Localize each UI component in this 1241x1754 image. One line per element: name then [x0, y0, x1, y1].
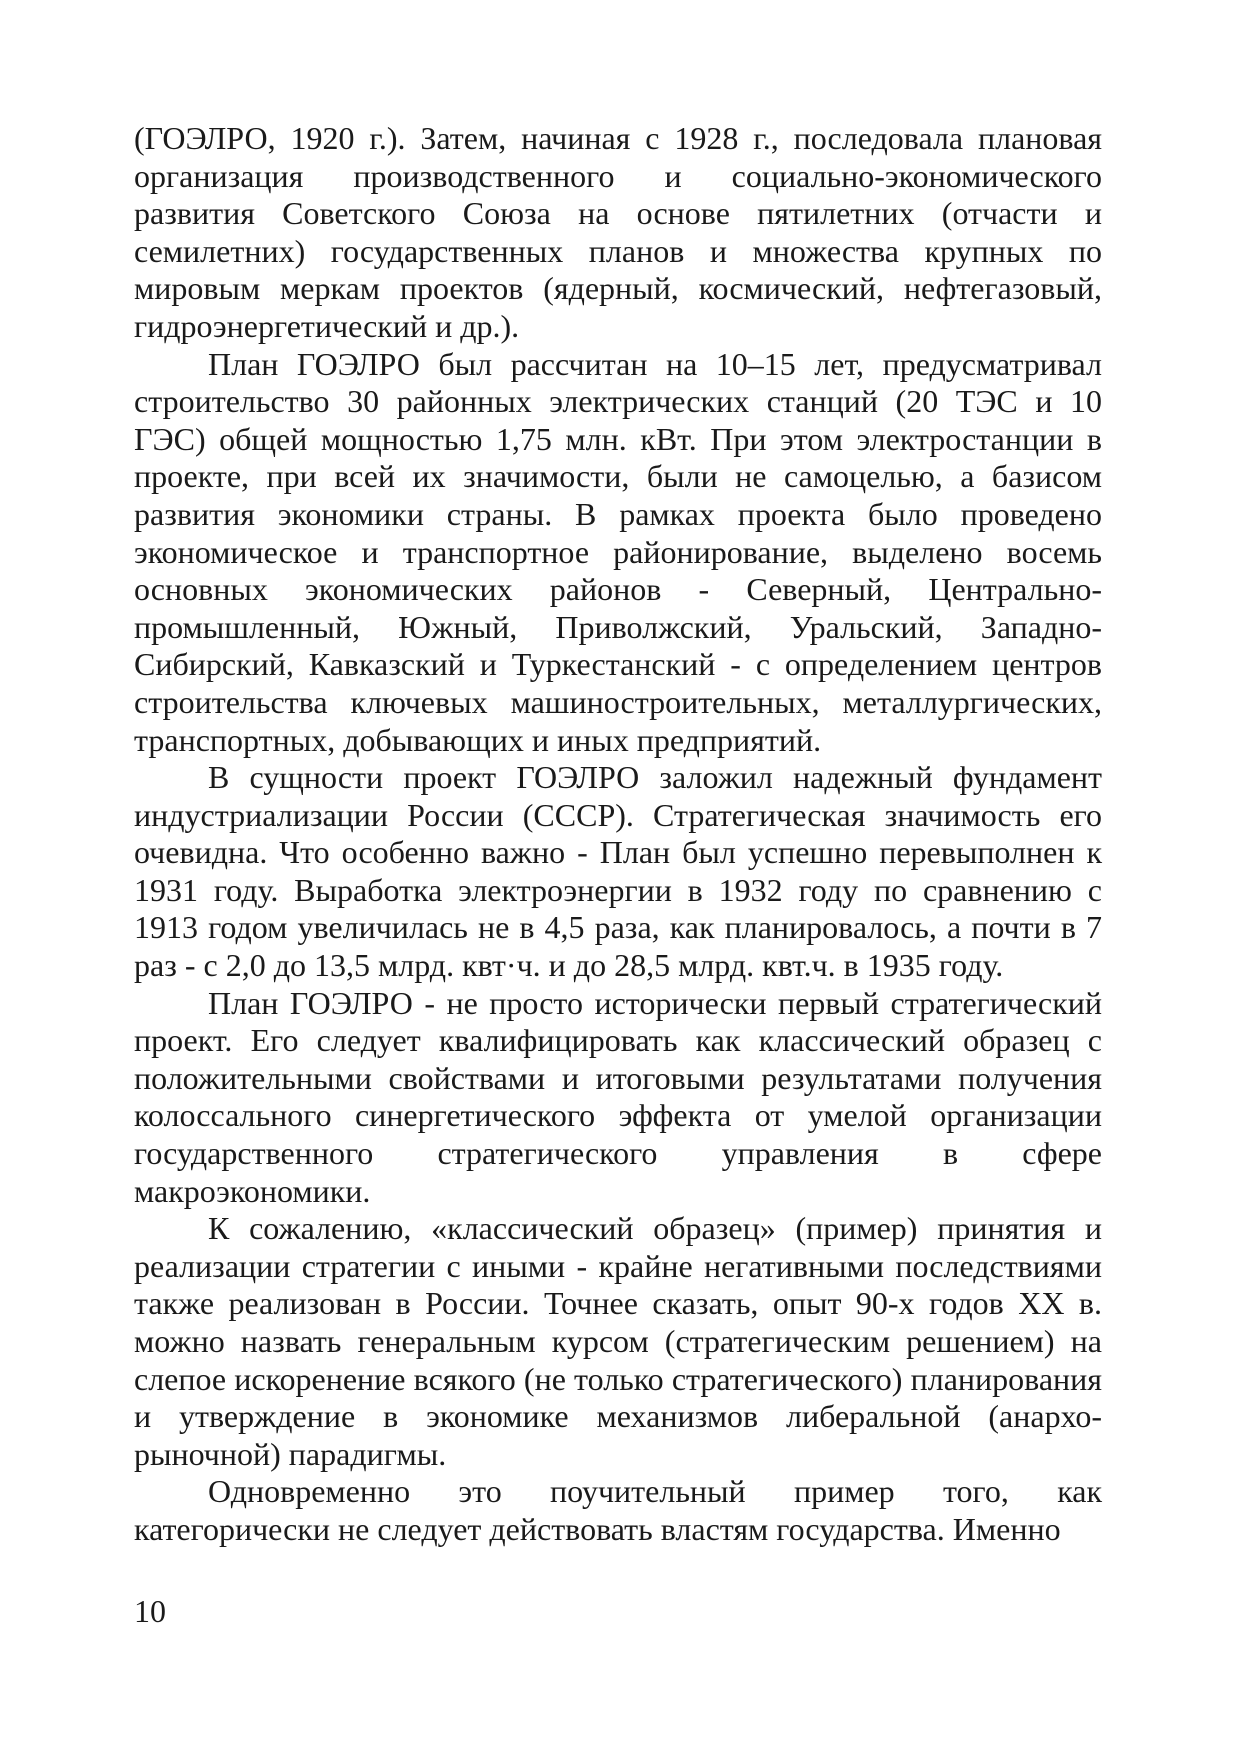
paragraph-strategic-project: План ГОЭЛРО - не просто исторически первый стратегический проект. Его следует квалифицировать как классический образец с положительными свойствами и итоговыми результатами получения колоссального синергетического эффекта от умелой организации государственного стратегического управления в сфере макроэкономики.	[134, 984, 1102, 1209]
paragraph-goelro-plan: План ГОЭЛРО был рассчитан на 10–15 лет, предусматривал строительство 30 районных электрических станций (20 ТЭС и 10 ГЭС) общей мощностью 1,75 млн. кВт. При этом электростанции в проекте, при всей их значимости, были не самоцелью, а базисом развития экономики страны. В рамках проекта было проведено экономическое и транспортное районирование, выделено восемь основных экономических районов - Северный, Центрально-промышленный, Южный, Приволжский, Уральский, Западно-Сибирский, Кавказский и Туркестанский - с определением центров строительства ключевых машиностроительных, металлургических, транспортных, добывающих и иных предприятий.	[134, 345, 1102, 758]
paragraph-negative-example: К сожалению, «классический образец» (пример) принятия и реализации стратегии с иными - крайне негативными последствиями также реализован в России. Точнее сказать, опыт 90-х годов XX в. можно назвать генеральным курсом (стратегическим решением) на слепое искоренение всякого (не только стратегического) планирования и утверждение в экономике механизмов либеральной (анархо-рыночной) парадигмы.	[134, 1210, 1102, 1472]
paragraph-industrialization: В сущности проект ГОЭЛРО заложил надежный фундамент индустриализации России (СССР). Стратегическая значимость его очевидна. Что особенно важно - План был успешно перевыполнен к 1931 году. Выработка электроэнергии в 1932 году по сравнению с 1913 годом увеличилась не в 4,5 раза, как планировалось, а почти в 7 раз - с 2,0 до 13,5 млрд. квт·ч. и до 28,5 млрд. квт.ч. в 1935 году.	[134, 759, 1102, 984]
paragraph-goelro-intro: (ГОЭЛРО, 1920 г.). Затем, начиная с 1928 г., последовала плановая организация производственного и социально-экономического развития Советского Союза на основе пятилетних (отчасти и семилетних) государственных планов и множества крупных по мировым меркам проектов (ядерный, космический, нефтегазовый, гидроэнергетический и др.).	[134, 120, 1102, 344]
paragraph-lesson: Одновременно это поучительный пример того, как категорически не следует действовать властям государства. Именно	[134, 1473, 1102, 1547]
page-number: 10	[134, 1593, 166, 1629]
body-text	[134, 120, 1102, 1549]
